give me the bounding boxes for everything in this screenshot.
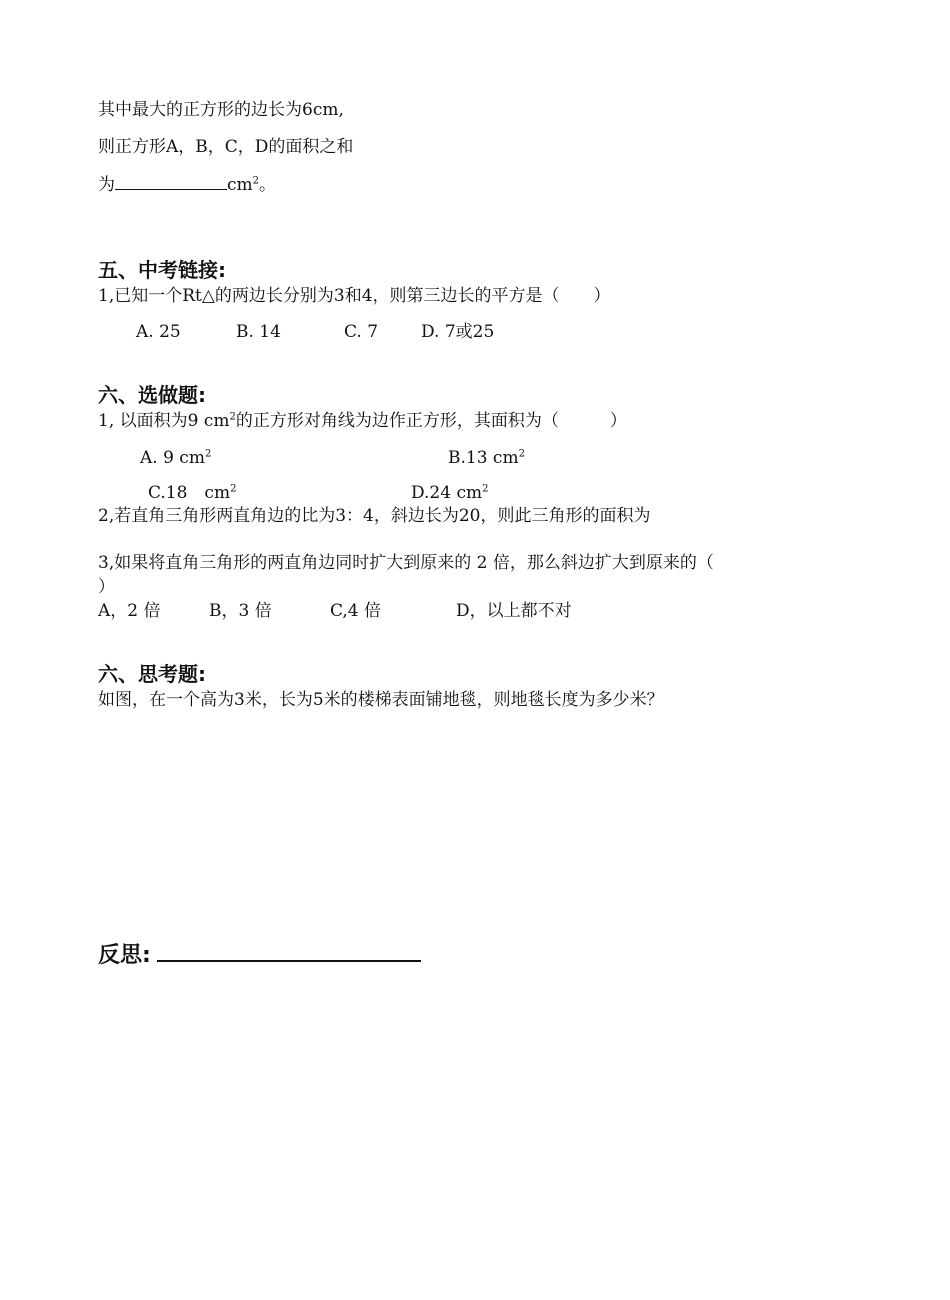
reflection-label: 反思: — [98, 943, 151, 968]
question-text-line2: 则正方形A，B，C，D的面积之和 — [98, 137, 354, 157]
q3-option-a: A，2 倍 — [98, 601, 161, 621]
question-xuanzuo-2: 2,若直角三角形两直角边的比为3：4，斜边长为20，则此三角形的面积为 — [98, 506, 651, 526]
q1-prefix: 1, 以面积为9 cm — [98, 411, 230, 431]
option-b: B. 14 — [236, 322, 281, 342]
question-text-line1: 其中最大的正方形的边长为6cm, — [98, 100, 344, 120]
question-xuanzuo-1 — [98, 411, 627, 431]
question-xuanzuo-3-line2: ） — [98, 577, 115, 597]
xuanzuo-option-c: C.18 $cm^2$ — [148, 483, 237, 503]
section-heading-xuanzuo: 六、选做题: — [98, 383, 206, 407]
q1-suffix: 的正方形对角线为边作正方形，其面积为（ ） — [235, 411, 627, 431]
q3-option-c: C,4 倍 — [330, 601, 382, 621]
answer-blank[interactable] — [115, 173, 227, 190]
question-text-line3 — [98, 173, 276, 195]
section-heading-sikao: 六、思考题: — [98, 662, 206, 686]
option-a: A. 25 — [136, 322, 181, 342]
section-heading-zhongkao: 五、中考链接: — [98, 258, 226, 282]
unit-superscript: 2 — [252, 175, 260, 187]
option-c: C. 7 — [344, 322, 379, 342]
question-xuanzuo-3-line1: 3,如果将直角三角形的两直角边同时扩大到原来的 2 倍，那么斜边扩大到原来的（ — [98, 553, 714, 573]
option-d: D. 7或25 — [421, 322, 495, 342]
unit-text: cm — [227, 175, 253, 195]
question-sikao: 如图，在一个高为3米，长为5米的楼梯表面铺地毯，则地毯长度为多少米？ — [98, 690, 664, 710]
q3-option-d: D，以上都不对 — [456, 601, 572, 621]
xuanzuo-option-b: B.13 $cm^2$ — [448, 448, 525, 468]
q3-option-b: B，3 倍 — [209, 601, 272, 621]
xuanzuo-option-a: A. 9 $cm^2$ — [140, 448, 212, 468]
q1-superscript: 2 — [229, 411, 236, 423]
question-zhongkao-1: 1,已知一个Rt△的两边长分别为3和4，则第三边长的平方是（ ） — [98, 286, 611, 306]
xuanzuo-option-d: D.24 $cm^2$ — [411, 483, 489, 503]
reflection-row — [98, 940, 421, 969]
line3-prefix: 为 — [98, 175, 115, 195]
reflection-answer-line[interactable] — [157, 940, 421, 962]
line3-end: 。 — [259, 175, 277, 195]
